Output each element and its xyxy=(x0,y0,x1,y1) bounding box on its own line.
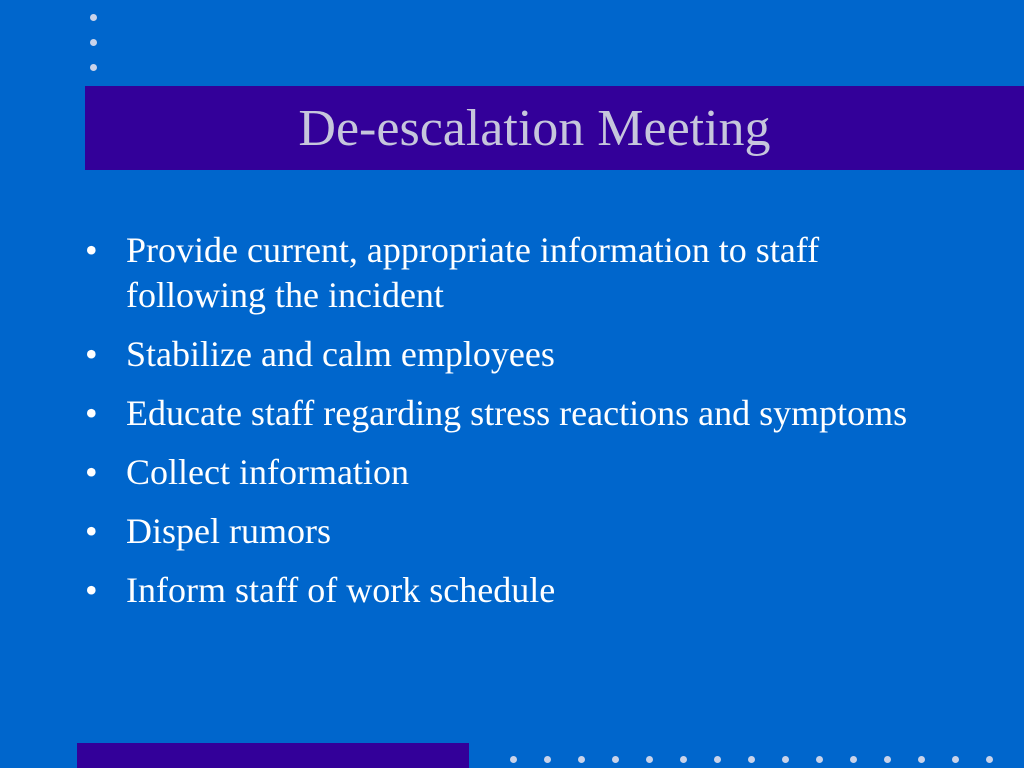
bullet-item xyxy=(85,228,945,318)
decor-dot xyxy=(90,64,97,71)
bullet-icon: • xyxy=(85,511,98,551)
bullet-item xyxy=(85,568,945,613)
footer-band xyxy=(77,743,469,768)
bullet-icon: • xyxy=(85,334,98,374)
decor-dot xyxy=(90,39,97,46)
decor-dot xyxy=(510,756,517,763)
decor-dot xyxy=(884,756,891,763)
bullet-icon: • xyxy=(85,570,98,610)
decor-dot xyxy=(748,756,755,763)
bullet-list xyxy=(85,228,945,627)
slide-title: De-escalation Meeting xyxy=(298,99,771,157)
decor-dot xyxy=(782,756,789,763)
bullet-text: Collect information xyxy=(126,452,409,492)
bullet-text: Stabilize and calm employees xyxy=(126,334,555,374)
bullet-item xyxy=(85,332,945,377)
decor-dot xyxy=(714,756,721,763)
decor-dot xyxy=(90,14,97,21)
decor-dot xyxy=(578,756,585,763)
decor-dot xyxy=(918,756,925,763)
decor-dot xyxy=(850,756,857,763)
decor-dot xyxy=(986,756,993,763)
bullet-text: Educate staff regarding stress reactions and symptoms xyxy=(126,393,908,433)
decor-dot xyxy=(816,756,823,763)
bullet-text: Inform staff of work schedule xyxy=(126,570,556,610)
decor-dot xyxy=(612,756,619,763)
decor-dot xyxy=(544,756,551,763)
bullet-item xyxy=(85,450,945,495)
decor-dot xyxy=(646,756,653,763)
bullet-icon: • xyxy=(85,393,98,433)
bullet-text: Provide current, appropriate information to staff following the incident xyxy=(126,230,820,315)
decor-dot xyxy=(952,756,959,763)
title-band xyxy=(85,86,1024,170)
bullet-item xyxy=(85,391,945,436)
bullet-item xyxy=(85,509,945,554)
bullet-icon: • xyxy=(85,452,98,492)
bullet-icon: • xyxy=(85,230,98,270)
bullet-text: Dispel rumors xyxy=(126,511,331,551)
decor-dot xyxy=(680,756,687,763)
